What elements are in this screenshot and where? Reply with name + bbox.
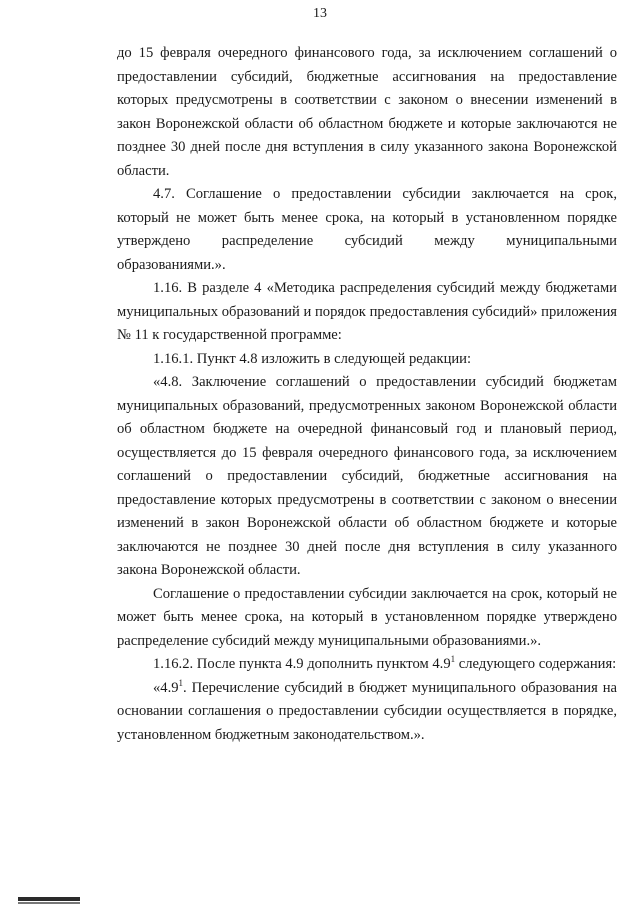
footer-scan-mark [18,897,80,901]
paragraph-continuation: до 15 февраля очередного финансового года, за исключением соглашений о предоставлении субсидий, бюджетные ассигнования на предоставление которых предусмотрены в соответствии с законом о внесении изменений в закон Воронежской области об областном бюджете и которые заключаются не позднее 30 дней после дня вступления в силу указанного закона Воронежской области. [117,45,617,179]
superscript-1: 1 [450,654,456,665]
paragraph-clause-4-9-1 [117,677,617,748]
footer-scan-mark-underline [18,902,80,904]
paragraph-item-1-16: 1.16. В разделе 4 «Методика распределения субсидий между бюджетами муниципальных образований и порядок предоставления субсидий» приложения № 11 к государственной программе: [117,280,617,343]
clause-4-9-1-text-end: . Перечисление субсидий в бюджет муниципального образования на основании соглашения о предоставлении субсидии осуществляется в порядке, установленном бюджетным законодательством.». [117,679,617,743]
paragraph-agreement-term: Соглашение о предоставлении субсидии заключается на срок, который не может быть менее срока, на который в установленном порядке утверждено распределение субсидий между муниципальными образованиями.». [117,585,617,649]
document-body [117,42,617,747]
item-1-16-2-text-end: следующего содержания: [455,656,617,672]
paragraph-clause-4-8: «4.8. Заключение соглашений о предоставлении субсидий бюджетам муниципальных образований, предусмотренных законом Воронежской области об областном бюджете на очередной финансовый год и плановый период, осуществляется до 15 февраля очередного финансового года, за исключением соглашений о предоставлении субсидий, бюджетные ассигнования на предоставление которых предусмотрены в соответствии с законом о внесении изменений в закон Воронежской области об областном бюджете и которые заключаются не позднее 30 дней после дня вступления в силу указанного закона Воронежской области. [117,374,617,578]
clause-4-9-1-text-start: «4.9 [153,679,179,696]
paragraph-item-1-16-2 [117,653,617,677]
superscript-1: 1 [178,677,184,688]
paragraph-clause-4-7: 4.7. Соглашение о предоставлении субсидии заключается на срок, который не может быть менее срока, на который в установленном порядке утверждено распределение субсидий между муниципальными образованиями.». [117,186,617,273]
paragraph-item-1-16-1: 1.16.1. Пункт 4.8 изложить в следующей редакции: [153,350,472,367]
item-1-16-2-text-start: 1.16.2. После пункта 4.9 дополнить пунктом 4.9 [153,656,451,672]
page-number: 13 [313,6,327,21]
